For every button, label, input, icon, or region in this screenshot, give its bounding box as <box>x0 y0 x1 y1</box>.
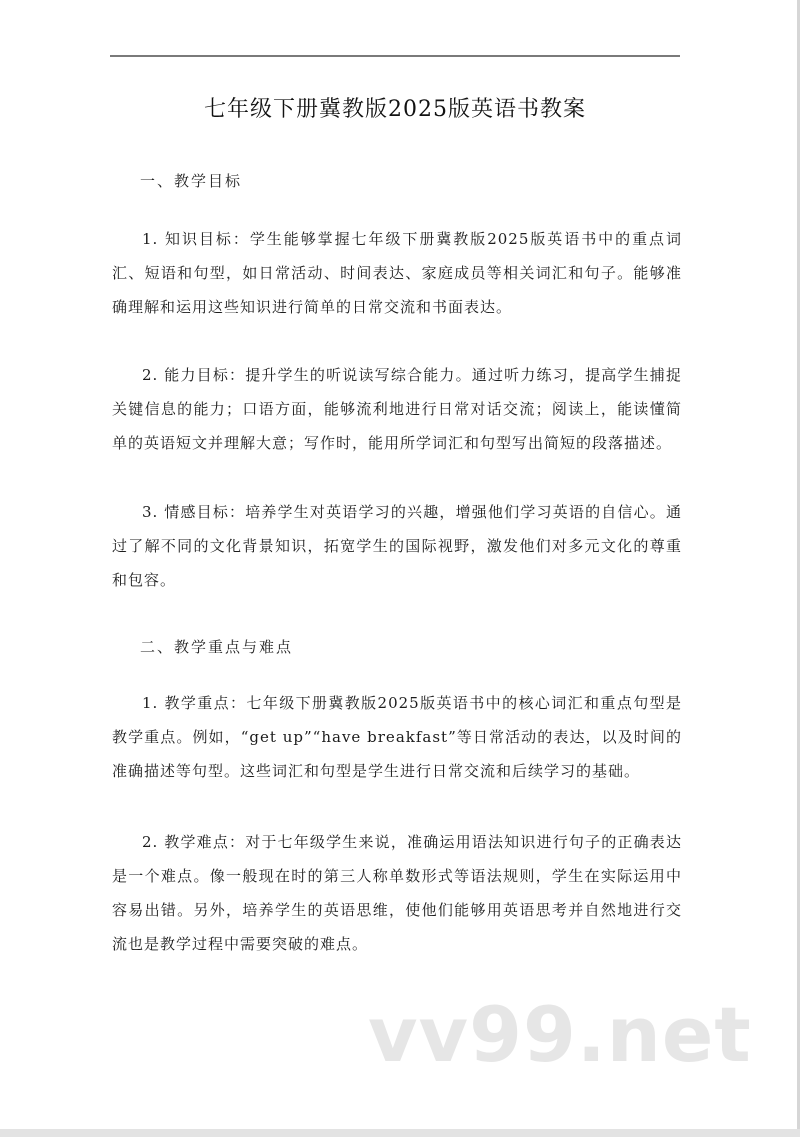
page-edge-bottom <box>0 1129 800 1137</box>
paragraph-knowledge-objective: 1. 知识目标：学生能够掌握七年级下册冀教版2025版英语书中的重点词汇、短语和句型，如日常活动、时间表达、家庭成员等相关词汇和句子。能够准确理解和运用这些知识进行简单的日常交流和书面表达。 <box>112 230 682 316</box>
site-watermark: vv99.net <box>368 990 752 1079</box>
section-heading-key-points: 二、教学重点与难点 <box>140 638 294 656</box>
paragraph-emotion-objective: 3. 情感目标：培养学生对英语学习的兴趣，增强他们学习英语的自信心。通过了解不同的文化背景知识，拓宽学生的国际视野，激发他们对多元文化的尊重和包容。 <box>112 503 682 589</box>
header-rule <box>110 55 680 57</box>
paragraph-ability-objective: 2. 能力目标：提升学生的听说读写综合能力。通过听力练习，提高学生捕捉关键信息的能力；口语方面，能够流利地进行日常对话交流；阅读上，能读懂简单的英语短文并理解大意；写作时，能用所学词汇和句型写出简短的段落描述。 <box>112 366 682 452</box>
section-heading-objectives: 一、教学目标 <box>140 172 243 190</box>
document-title: 七年级下册冀教版2025版英语书教案 <box>204 97 586 122</box>
paragraph-teaching-difficulty: 2. 教学难点：对于七年级学生来说，准确运用语法知识进行句子的正确表达是一个难点。像一般现在时的第三人称单数形式等语法规则，学生在实际运用中容易出错。另外，培养学生的英语思维，使他们能够用英语思考并自然地进行交流也是教学过程中需要突破的难点。 <box>112 833 682 953</box>
paragraph-teaching-focus: 1. 教学重点：七年级下册冀教版2025版英语书中的核心词汇和重点句型是教学重点。例如，“get up”“have breakfast”等日常活动的表达，以及时间的准确描述等句型。这些词汇和句型是学生进行日常交流和后续学习的基础。 <box>112 694 682 780</box>
